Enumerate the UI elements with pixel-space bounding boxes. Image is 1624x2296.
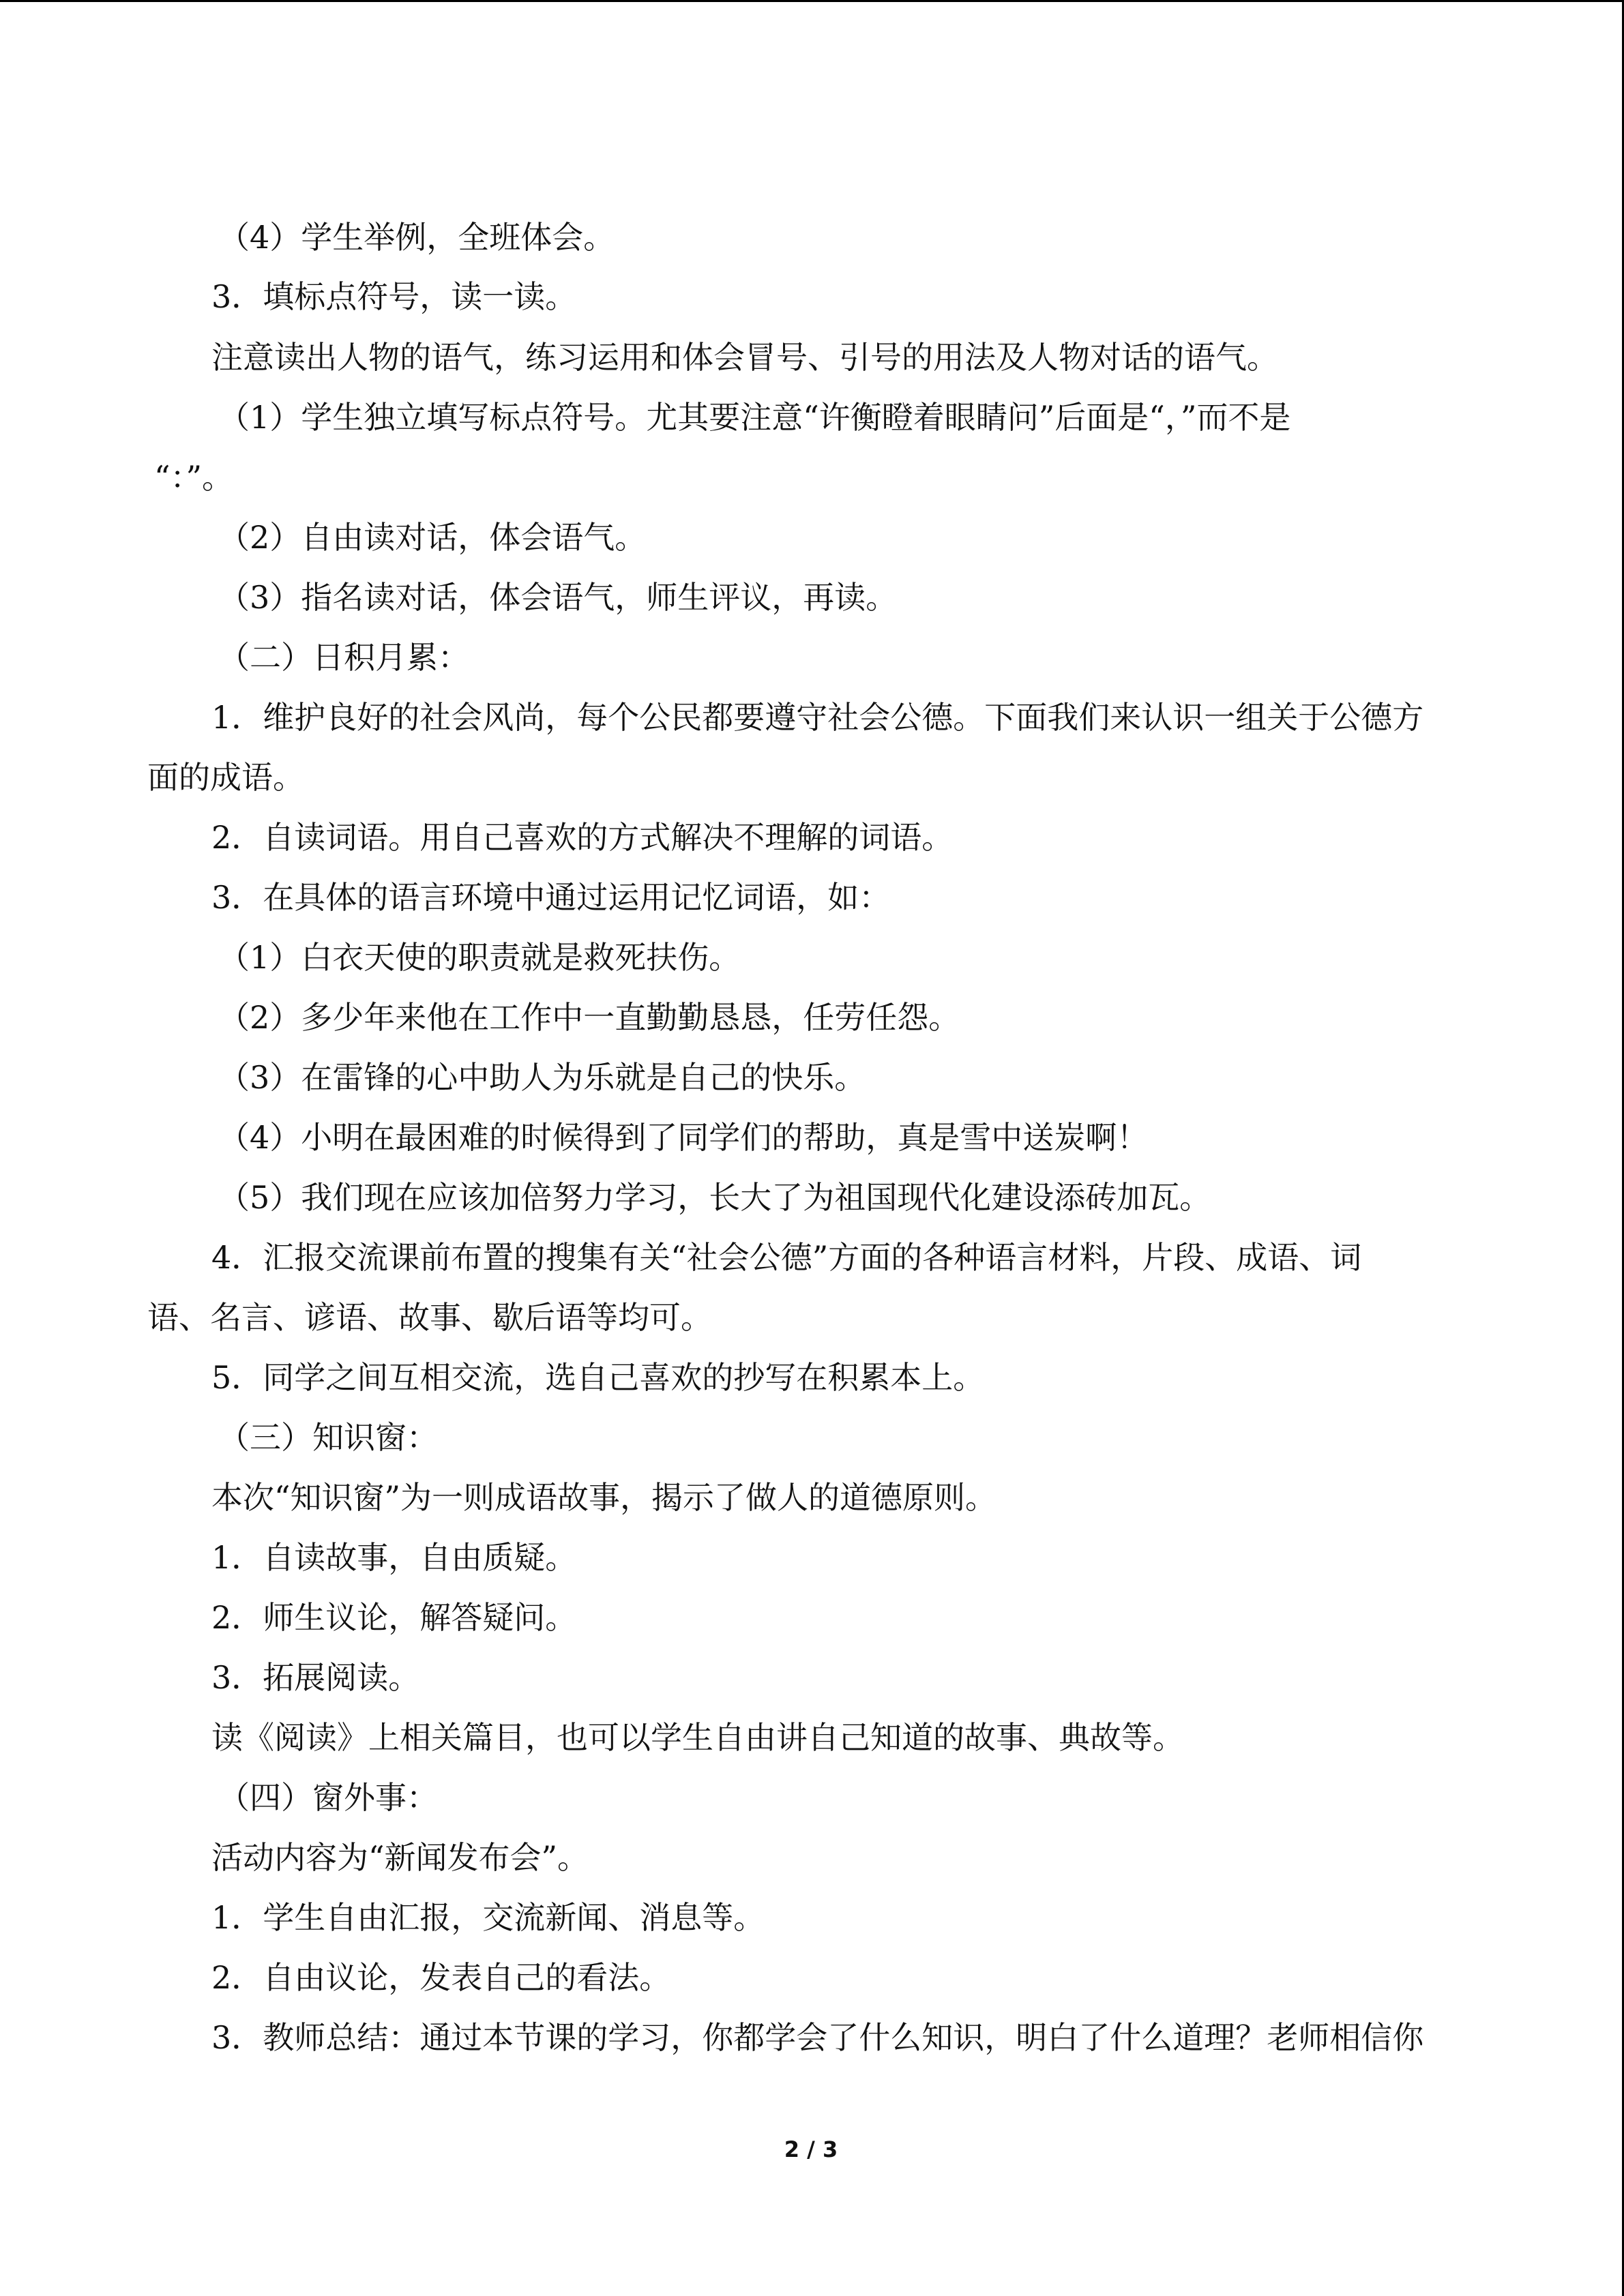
text-line: （3）在雷锋的心中助人为乐就是自己的快乐。 xyxy=(218,1059,866,1096)
text-line: 活动内容为“新闻发布会”。 xyxy=(211,1839,589,1876)
text-line: 面的成语。 xyxy=(147,759,304,796)
text-line: 2．自读词语。用自己喜欢的方式解决不理解的词语。 xyxy=(211,819,954,856)
text-line: 语、名言、谚语、故事、歇后语等均可。 xyxy=(147,1299,712,1336)
page-number: 2 / 3 xyxy=(784,2136,838,2162)
text-line: 1．自读故事，自由质疑。 xyxy=(211,1539,577,1576)
section-heading: （三）知识窗： xyxy=(218,1419,438,1456)
text-line: 3．在具体的语言环境中通过运用记忆词语，如： xyxy=(211,879,891,916)
text-line: 本次“知识窗”为一则成语故事，揭示了做人的道德原则。 xyxy=(211,1479,997,1516)
text-line: （2）多少年来他在工作中一直勤勤恳恳，任劳任怨。 xyxy=(218,999,960,1036)
text-line: 1．维护良好的社会风尚，每个公民都要遵守社会公德。下面我们来认识一组关于公德方 xyxy=(211,699,1424,736)
text-line: 4．汇报交流课前布置的搜集有关“社会公德”方面的各种语言材料，片段、成语、词 xyxy=(211,1239,1362,1276)
section-heading: （四）窗外事： xyxy=(218,1779,438,1816)
text-line: “：”。 xyxy=(154,459,234,496)
text-line: （3）指名读对话，体会语气，师生评议，再读。 xyxy=(218,579,898,616)
text-line: 5．同学之间互相交流，选自己喜欢的抄写在积累本上。 xyxy=(211,1359,985,1396)
text-line: 1．学生自由汇报，交流新闻、消息等。 xyxy=(211,1899,765,1936)
text-line: 3．填标点符号，读一读。 xyxy=(211,278,577,315)
text-line: （4）学生举例，全班体会。 xyxy=(218,219,615,256)
document-body xyxy=(0,2,1622,2296)
text-line: 3．教师总结：通过本节课的学习，你都学会了什么知识，明白了什么道理？老师相信你 xyxy=(211,2019,1424,2056)
text-line: 3．拓展阅读。 xyxy=(211,1659,420,1696)
text-line: （1）学生独立填写标点符号。尤其要注意“许衡瞪着眼睛问”后面是“，”而不是 xyxy=(218,399,1291,436)
text-line: 2．师生议论，解答疑问。 xyxy=(211,1599,577,1636)
section-heading: （二）日积月累： xyxy=(218,639,469,676)
text-line: （4）小明在最困难的时候得到了同学们的帮助，真是雪中送炭啊！ xyxy=(218,1119,1149,1156)
text-line: （5）我们现在应该加倍努力学习，长大了为祖国现代化建设添砖加瓦。 xyxy=(218,1179,1211,1216)
text-line: 注意读出人物的语气，练习运用和体会冒号、引号的用法及人物对话的语气。 xyxy=(211,339,1278,376)
text-line: （1）白衣天使的职责就是救死扶伤。 xyxy=(218,939,741,976)
text-line: 2．自由议论，发表自己的看法。 xyxy=(211,1959,671,1996)
text-line: （2）自由读对话，体会语气。 xyxy=(218,519,647,556)
text-line: 读《阅读》上相关篇目，也可以学生自由讲自己知道的故事、典故等。 xyxy=(211,1719,1184,1756)
